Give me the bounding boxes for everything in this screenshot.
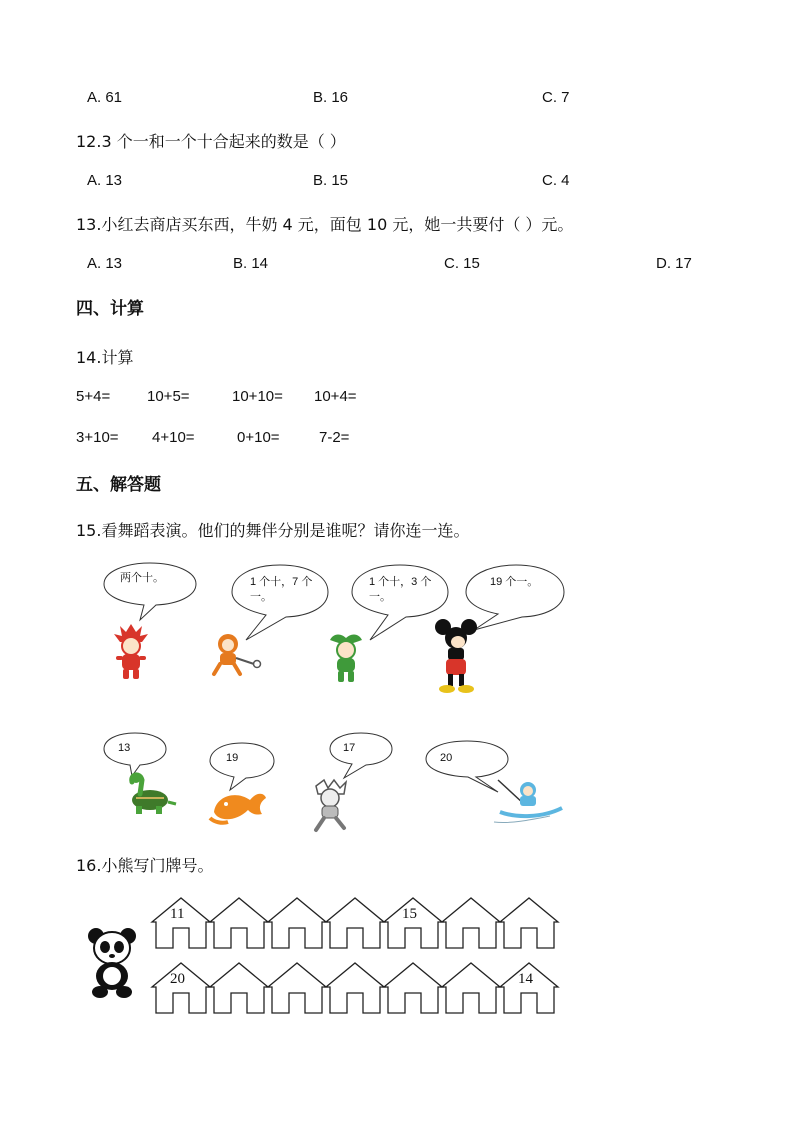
q14-expr-7: 0+10=: [237, 429, 280, 446]
bubble-text: 两个十。: [120, 572, 164, 584]
q13-option-b: B. 14: [233, 255, 269, 272]
goldfish-icon: [206, 782, 268, 828]
q14-expr-1: 5+4=: [76, 388, 111, 405]
turtle-icon: [122, 770, 178, 816]
bubble-text: 13: [118, 742, 131, 754]
bubble-text: 20: [440, 752, 453, 764]
q14-stem: 14.计算: [76, 348, 134, 367]
q12-option-b: B. 15: [313, 172, 349, 189]
mickey-mouse-icon: [434, 618, 480, 698]
q16-stem: 16.小熊写门牌号。: [76, 856, 214, 875]
house-row-2: [150, 961, 560, 1017]
bubble-text: 1 个十，3 个一。: [369, 576, 432, 603]
q13-stem: 13.小红去商店买东西，牛奶 4 元，面包 10 元，她一共要付（ ）元。: [76, 215, 574, 234]
house-number: 14: [518, 971, 533, 987]
house: [500, 898, 558, 948]
house: [326, 963, 384, 1013]
house: [326, 898, 384, 948]
house: [210, 898, 268, 948]
section-5-title: 五、解答题: [76, 475, 161, 495]
house: [268, 963, 326, 1013]
house: [268, 898, 326, 948]
q12-stem: 12.3 个一和一个十合起来的数是（ ）: [76, 132, 346, 151]
q13-option-c: C. 15: [444, 255, 480, 272]
fuwa-gray-icon: [306, 778, 356, 834]
section-4-title: 四、计算: [76, 299, 144, 319]
q14-expr-4: 10+4=: [314, 388, 357, 405]
house-number: 20: [170, 971, 185, 987]
house: [384, 963, 442, 1013]
q14-expr-6: 4+10=: [152, 429, 195, 446]
bubble-text: 1 个十，7 个一。: [250, 576, 313, 603]
q11-option-a: A. 61: [87, 89, 123, 106]
q12-option-c: C. 4: [542, 172, 570, 189]
house-number: 15: [402, 906, 417, 922]
q14-expr-5: 3+10=: [76, 429, 119, 446]
house-row-1: [150, 896, 560, 952]
q14-expr-8: 7-2=: [319, 429, 350, 446]
q13-option-a: A. 13: [87, 255, 123, 272]
fuwa-blue-kayak-icon: [490, 774, 568, 830]
fuwa-red-icon: [110, 622, 152, 682]
q15-stem: 15.看舞蹈表演。他们的舞伴分别是谁呢？请你连一连。: [76, 521, 470, 540]
q14-expr-3: 10+10=: [232, 388, 283, 405]
house-number: 11: [170, 906, 185, 922]
bubble-text: 17: [343, 742, 356, 754]
bubble-text: 19 个一。: [490, 576, 539, 588]
q12-option-a: A. 13: [87, 172, 123, 189]
fuwa-orange-icon: [208, 628, 264, 678]
house: [210, 963, 268, 1013]
panda-icon: [86, 926, 138, 1000]
q11-option-b: B. 16: [313, 89, 349, 106]
house: [442, 963, 500, 1013]
q11-option-c: C. 7: [542, 89, 570, 106]
q14-expr-2: 10+5=: [147, 388, 190, 405]
house: [442, 898, 500, 948]
fuwa-green-icon: [326, 630, 366, 684]
bubble-text: 19: [226, 752, 239, 764]
speech-bubble: [100, 560, 200, 622]
q13-option-d: D. 17: [656, 255, 692, 272]
